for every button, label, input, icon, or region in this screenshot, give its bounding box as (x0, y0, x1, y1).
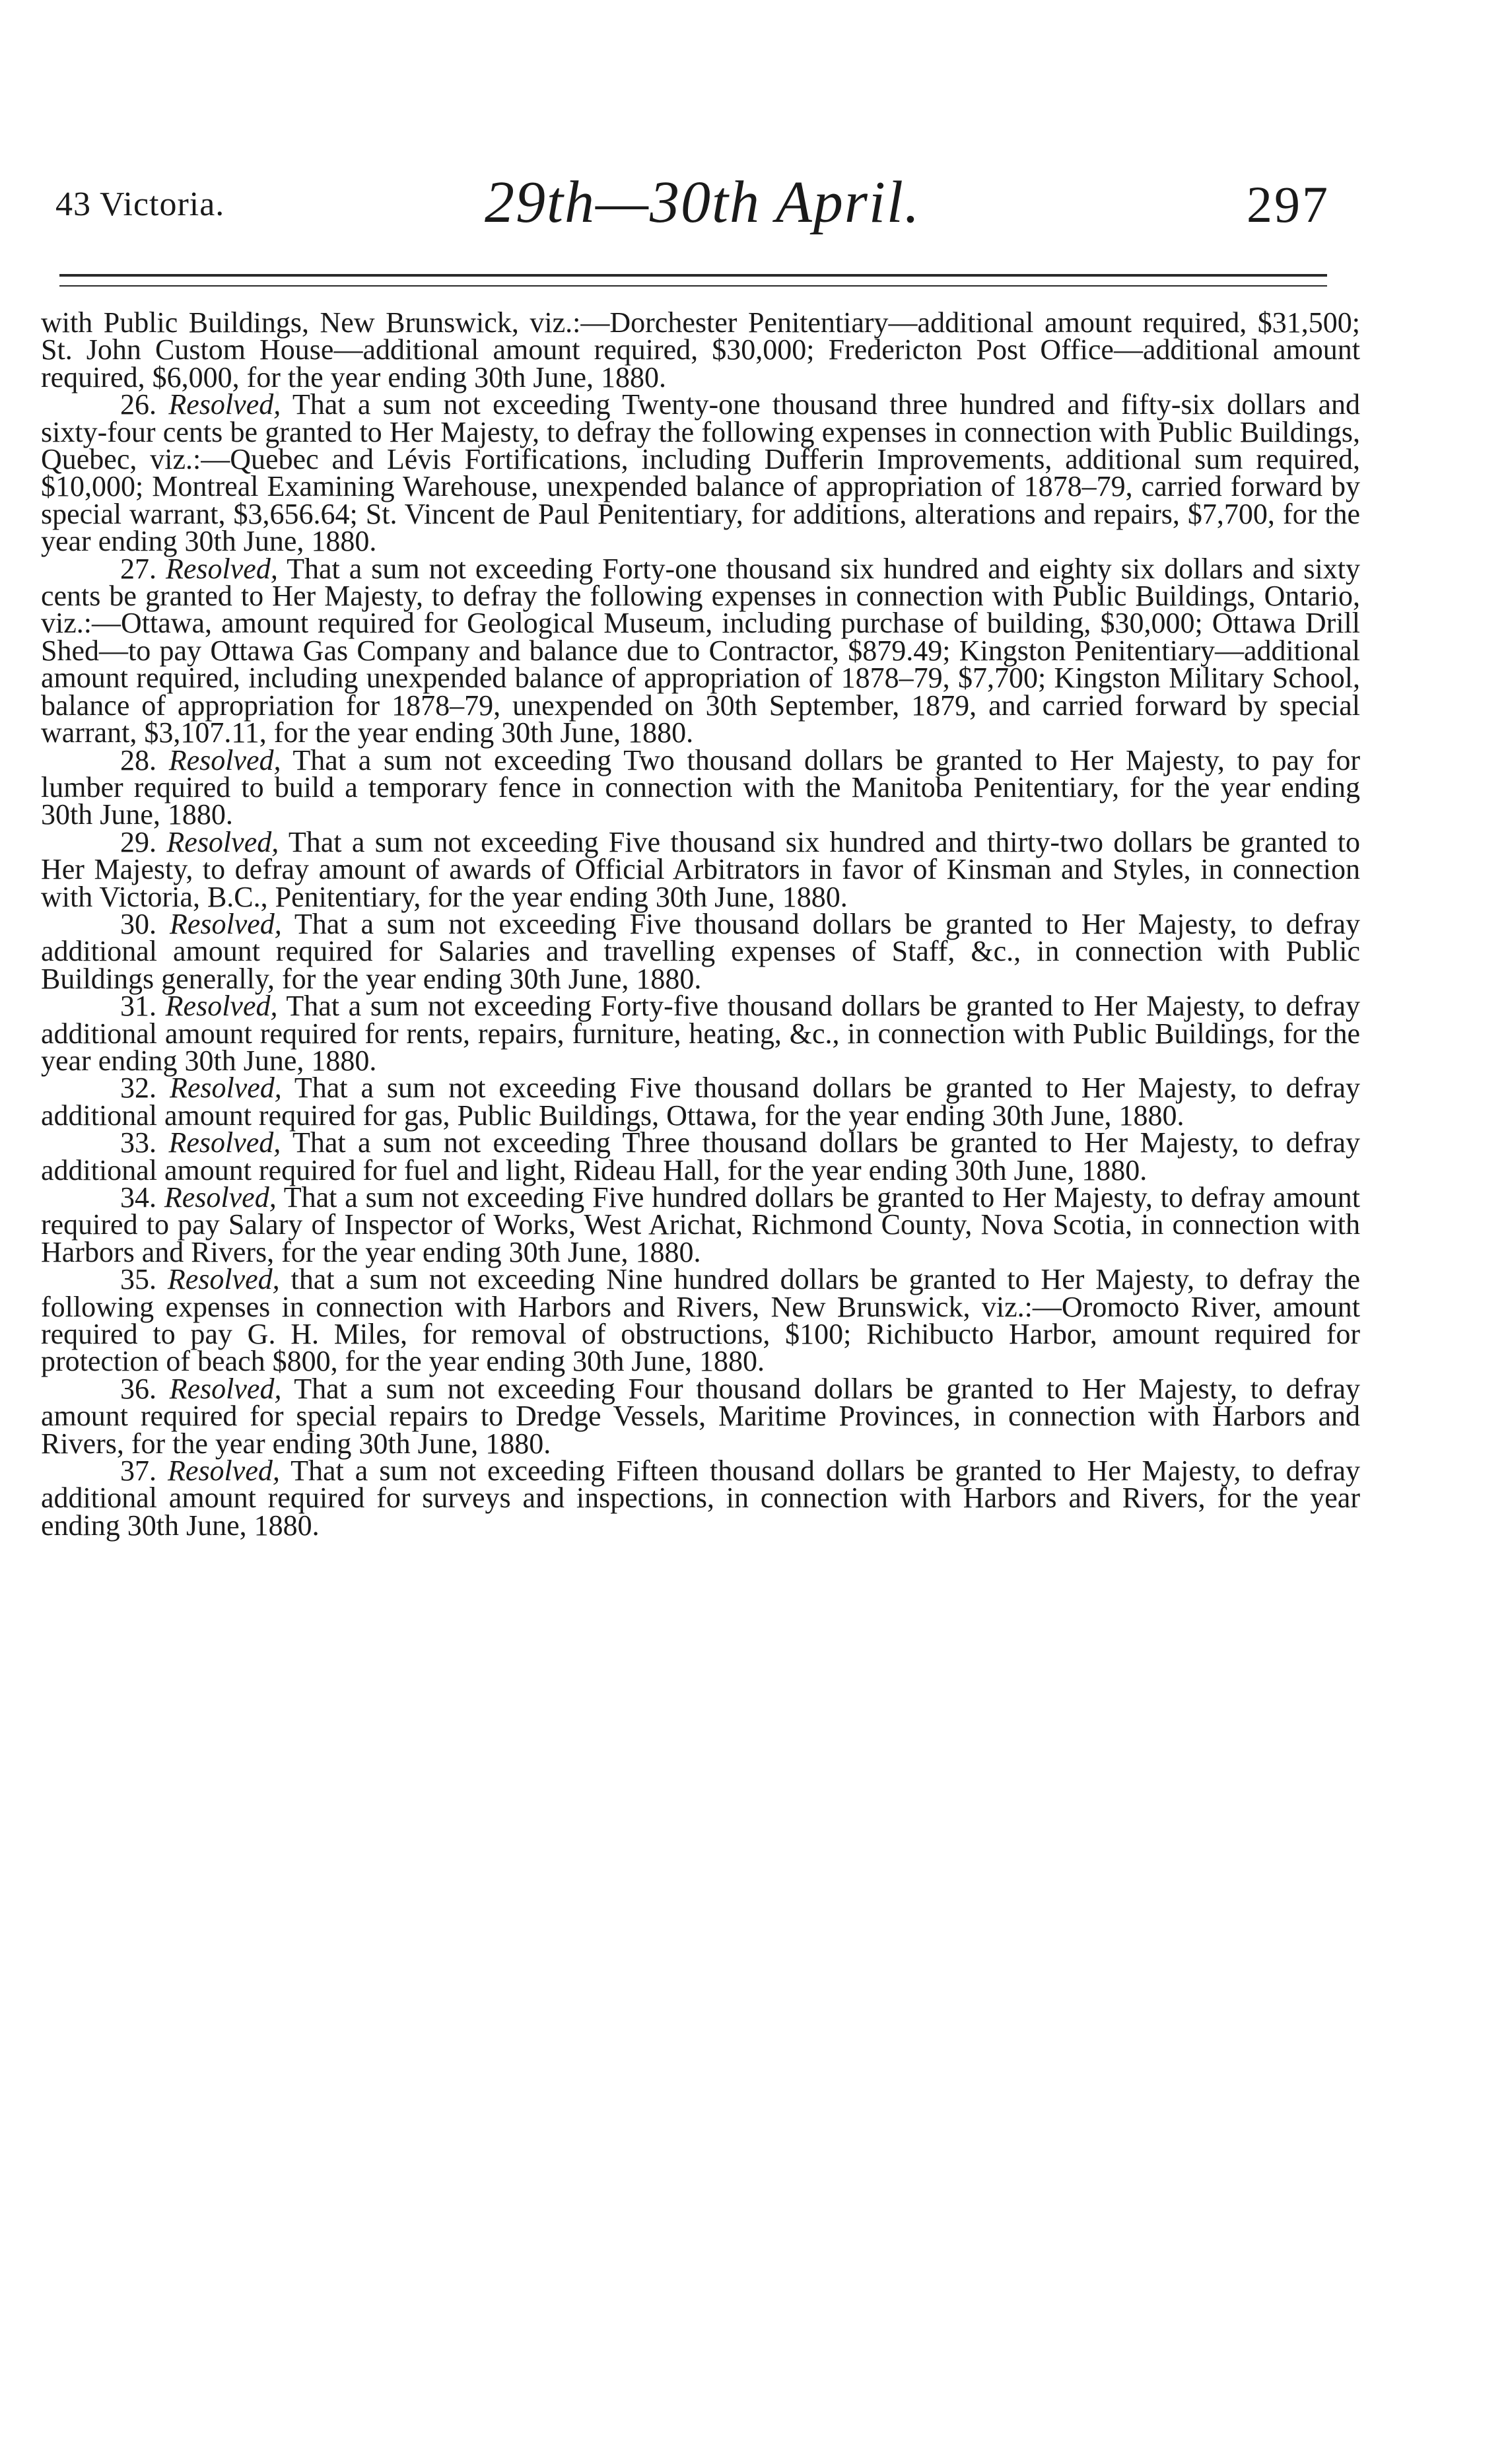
resolution-paragraph (41, 1126, 1360, 1186)
resolved-label: Resolved, (167, 1263, 280, 1296)
paragraph-text: That a sum not exceeding Five hundred dollars be granted to Her Majesty, to defray amount required to pay Salary of Inspector of Works, West Arichat, Richmond County, Nova Scotia, in connection with Harbors and Rivers, for the year ending 30th June, 1880. (41, 1181, 1361, 1268)
resolved-label: Resolved, (168, 1126, 281, 1159)
resolution-paragraph (41, 1263, 1361, 1378)
paragraph-text: that a sum not exceeding Nine hundred dollars be granted to Her Majesty, to defray the following expenses in connection with Harbors and Rivers, New Brunswick, viz.:—Oromocto River, amount required to pay G. H. Miles, for removal of obstructions, $100; Richibucto Harbor, amount required for protection of beach $800, for the year ending 30th June, 1880. (41, 1263, 1361, 1378)
resolution-number: 28. (120, 743, 156, 776)
resolved-label: Resolved, (168, 743, 281, 776)
resolution-paragraph (41, 388, 1360, 558)
resolved-label: Resolved, (169, 1072, 282, 1105)
resolution-paragraph (41, 1372, 1360, 1460)
resolution-paragraph (41, 552, 1360, 749)
paragraph-text: That a sum not exceeding Five thousand six hundred and thirty-two dollars be granted to Her Majesty, to defray amount of awards of Official Arbitrators in favor of Kinsman and Styles, in connection with Victoria, B.C., Penitentiary, for the year ending 30th June, 1880. (41, 825, 1361, 913)
resolved-label: Resolved, (165, 990, 278, 1023)
body-text (41, 306, 1361, 1542)
resolution-number: 26. (120, 388, 156, 421)
header-rule-thick (59, 274, 1327, 277)
header-rule-thin (59, 285, 1327, 287)
session-label: 43 Victoria. (55, 186, 225, 223)
paragraph-text: That a sum not exceeding Five thousand dollars be granted to Her Majesty, to defray additional amount required for gas, Public Buildings, Ottawa, for the year ending 30th June, 1880. (41, 1072, 1360, 1132)
paragraph-text: That a sum not exceeding Forty-five thousand dollars be granted to Her Majesty, to defray additional amount required for rents, repairs, furniture, heating, &c., in connection with Public Buildings, for the year ending 30th June, 1880. (41, 990, 1360, 1077)
resolution-number: 37. (120, 1454, 156, 1488)
resolved-label: Resolved, (166, 825, 279, 858)
resolved-label: Resolved, (166, 552, 278, 585)
resolution-number: 32. (120, 1072, 156, 1105)
paragraph-text: That a sum not exceeding Fifteen thousand dollars be granted to Her Majesty, to defray additional amount required for surveys and inspections, in connection with Harbors and Rivers, for the year ending 30th June, 1880. (41, 1454, 1360, 1542)
resolution-paragraph (41, 1454, 1360, 1542)
paragraph-text: That a sum not exceeding Three thousand dollars be granted to Her Majesty, to defray additional amount required for fuel and light, Rideau Hall, for the year ending 30th June, 1880. (41, 1126, 1360, 1186)
resolution-paragraph (41, 907, 1360, 995)
resolution-paragraph (41, 306, 1360, 394)
paragraph-text: That a sum not exceeding Forty-one thousand six hundred and eighty six dollars and sixty cents be granted to Her Majesty, to defray the following expenses in connection with Public Buildings, Ontario, viz.:—Ottawa, amount required for Geological Museum, including purchase of building, $30,000; Ottawa Drill Shed—to pay Ottawa Gas Company and balance due to Contractor, $879.49; Kingston Penitentiary—additional amount required, including unexpended balance of appropriation of 1878–79, $7,700; Kingston Military School, balance of appropriation for 1878–79, unexpended on 30th September, 1879, and carried forward by special warrant, $3,107.11, for the year ending 30th June, 1880. (41, 552, 1360, 749)
resolution-paragraph (41, 1181, 1361, 1268)
resolved-label: Resolved, (168, 388, 281, 421)
resolution-paragraph (41, 1072, 1360, 1132)
running-header (55, 165, 1330, 238)
resolution-number: 36. (120, 1372, 156, 1405)
resolution-number: 27. (120, 552, 156, 585)
paragraph-text: That a sum not exceeding Twenty-one thousand three hundred and fifty-six dollars and sixty-four cents be granted to Her Majesty, to defray the following expenses in connection with Public Buildings, Quebec, viz.:—Quebec and Lévis Fortifications, including Dufferin Improvements, additional sum required, $10,000; Montreal Examining Warehouse, unexpended balance of appropriation of 1878–79, carried forward by special warrant, $3,656.64; St. Vincent de Paul Penitentiary, for additions, alterations and repairs, $7,700, for the year ending 30th June, 1880. (41, 388, 1360, 558)
resolution-paragraph (41, 825, 1361, 913)
resolved-label: Resolved, (169, 1372, 282, 1405)
resolution-number: 29. (120, 825, 156, 858)
resolved-label: Resolved, (169, 907, 282, 940)
resolution-paragraph (41, 743, 1360, 831)
paragraph-text: That a sum not exceeding Two thousand dollars be granted to Her Majesty, to pay for lumber required to build a temporary fence in connection with the Manitoba Penitentiary, for the year ending 30th June, 1880. (41, 743, 1360, 831)
paragraph-text: That a sum not exceeding Four thousand dollars be granted to Her Majesty, to defray amount required for special repairs to Dredge Vessels, Maritime Provinces, in connection with Harbors and Rivers, for the year ending 30th June, 1880. (41, 1372, 1360, 1460)
resolution-number: 35. (120, 1263, 156, 1296)
resolved-label: Resolved, (168, 1454, 280, 1488)
resolution-paragraph (41, 990, 1360, 1077)
resolution-number: 31. (120, 990, 156, 1023)
resolution-number: 30. (120, 907, 156, 940)
paragraph-text: That a sum not exceeding Five thousand dollars be granted to Her Majesty, to defray additional amount required for Salaries and travelling expenses of Staff, &c., in connection with Public Buildings generally, for the year ending 30th June, 1880. (41, 907, 1360, 995)
resolution-number: 33. (120, 1126, 156, 1159)
page-number: 297 (1247, 176, 1330, 233)
paragraph-text: with Public Buildings, New Brunswick, viz.:—Dorchester Penitentiary—additional amount required, $31,500; St. John Custom House—additional amount required, $30,000; Fredericton Post Office—additional amount required, $6,000, for the year ending 30th June, 1880. (41, 306, 1360, 394)
resolved-label: Resolved, (164, 1181, 277, 1214)
resolution-number: 34. (120, 1181, 156, 1214)
date-heading: 29th—30th April. (485, 170, 921, 235)
